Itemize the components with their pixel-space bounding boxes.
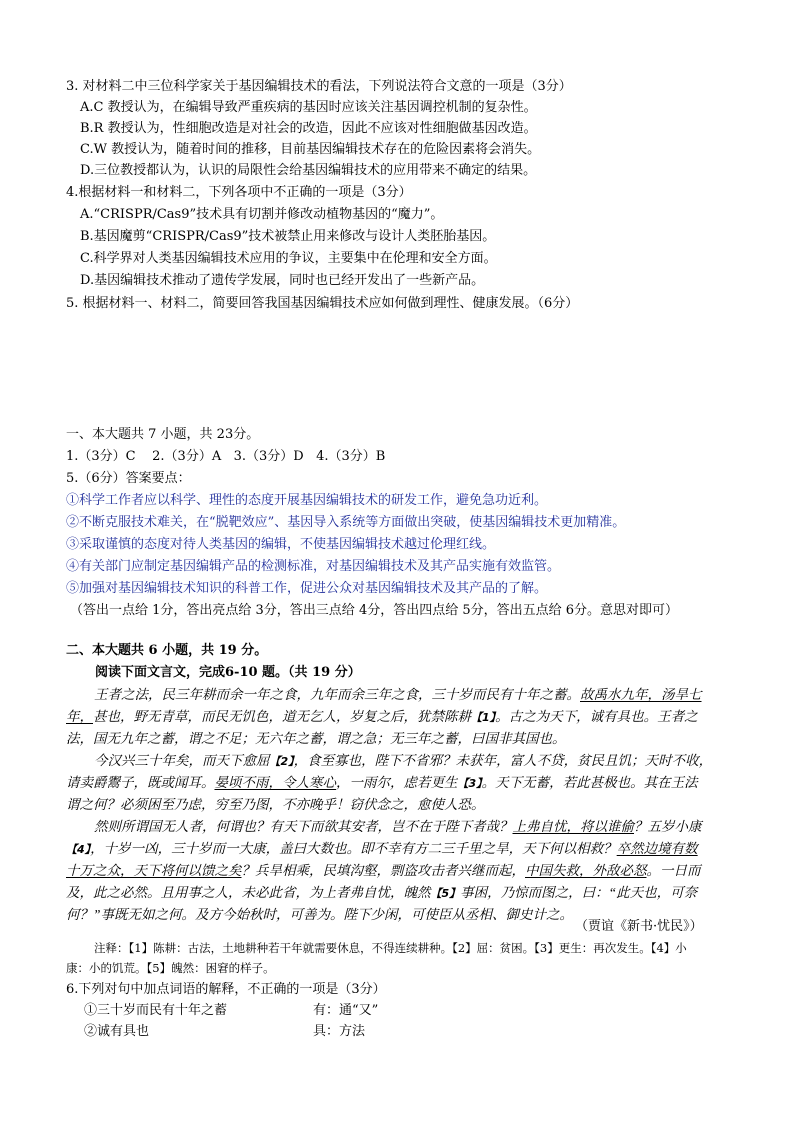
- passage-p2-line2: 请卖爵鬻子，既或闻耳。晏顷不雨，令人寒心，一雨尔，虑若更生【3】。天下无蓄，若此甚极也。其在王法: [66, 775, 698, 790]
- answers-mc: 1.（3分）C 2.（3分）A 3.（3分）D 4.（3分）B: [66, 449, 386, 464]
- answer-point-1: ①科学工作者应以科学、理性的态度开展基因编辑技术的研发工作，避免急功近利。: [66, 493, 548, 508]
- answers-heading: 一、本大题共 7 小题，共 23分。: [66, 427, 260, 442]
- part2-heading: 二、本大题共 6 小题，共 19 分。: [66, 643, 268, 658]
- passage-p3-line2: 【4】，十岁一凶，三十岁而一大康，盖曰大数也。即不幸有方二三千里之旱，天下何以相救？卒然边境有数: [66, 841, 698, 856]
- part2-instruction: 阅读下面文言文，完成6-10 题。（共 19 分）: [95, 665, 361, 680]
- notes-line1: 注释：【1】陈耕：古法，土地耕种若干年就需要休息，不得连续耕种。【2】屈：贫困。【3】更生：再次发生。【4】小: [94, 941, 687, 955]
- q3-option-d: D.三位教授都认为，认识的局限性会给基因编辑技术的应用带来不确定的结果。: [80, 163, 537, 178]
- q4-option-c: C.科学界对人类基因编辑技术应用的争议，主要集中在伦理和安全方面。: [80, 251, 497, 266]
- q5-stem: 5. 根据材料一、材料二，简要回答我国基因编辑技术应如何做到理性、健康发展。（6分）: [66, 296, 579, 311]
- q6-item-1: ①三十岁而民有十年之蓄: [84, 1003, 228, 1018]
- answer-point-3: ③采取谨慎的态度对待人类基因的编辑，不使基因编辑技术越过伦理红线。: [66, 537, 496, 552]
- passage-source: （贾谊《新书·忧民》）: [575, 919, 703, 934]
- q4-option-b: B.基因魔剪“CRISPR/Cas9”技术被禁止用来修改与设计人类胚胎基因。: [80, 229, 496, 244]
- notes-line2: 康：小的饥荒。【5】魄然：困窘的样子。: [66, 961, 275, 975]
- passage-p3-line5: 何？”事既无如之何。及方今始秋时，可善为。陛下少闲，可使臣从丞相、御史计之。: [66, 907, 574, 922]
- answers-scoring: （答出一点给 1分，答出亮点给 3分，答出三点给 4分，答出四点给 5分，答出五点给 6分。意思对即可）: [70, 603, 679, 618]
- q3-option-c: C.W 教授认为，随着时间的推移，目前基因编辑技术存在的危险因素将会消失。: [80, 142, 541, 157]
- q6-gloss-1: 有：通“又”: [313, 1003, 379, 1018]
- q4-option-d: D.基因编辑技术推动了遗传学发展，同时也已经开发出了一些新产品。: [80, 273, 485, 288]
- answer-point-4: ④有关部门应制定基因编辑产品的检测标准，对基因编辑技术及其产品实施有效监管。: [66, 559, 561, 574]
- q3-option-a: A.C 教授认为，在编辑导致严重疾病的基因时应该关注基因调控机制的复杂性。: [80, 100, 537, 115]
- answer-point-5: ⑤加强对基因编辑技术知识的科普工作，促进公众对基因编辑技术及其产品的了解。: [66, 581, 548, 596]
- passage-p2-line3: 谓之何？必须困至乃虑，穷至乃图，不亦晚乎！窃伏念之，愈使人恐。: [66, 797, 485, 812]
- q3-stem: 3. 对材料二中三位科学家关于基因编辑技术的看法，下列说法符合文意的一项是（3分）: [66, 79, 572, 94]
- q6-item-2: ②诚有具也: [84, 1024, 150, 1039]
- passage-p1-line3: 法，国无九年之蓄，谓之不足；无六年之蓄，谓之急；无三年之蓄，曰国非其国也。: [66, 731, 566, 746]
- passage-p3-line3: 十万之众，天下将何以馈之矣？兵旱相乘，民填沟壑，剽盗攻击者兴继而起，中国失救，外敌必怒。一日而: [66, 863, 701, 878]
- passage-p3-line1: 然则所谓国无人者，何谓也？有天下而欲其安者，岂不在于陛下者哉？上弗自忧，将以谁偷？五岁小康: [94, 819, 702, 834]
- passage-p3-line4: 及，此之必然。且用事之人，未必此省，为上者弗自忧，魄然【5】事困，乃惊而图之，曰：“此天也，可奈: [66, 885, 698, 900]
- passage-p2-line1: 今汉兴三十年矣，而天下愈屈【2】，食至寡也，陛下不省邪？未获年，富人不贷，贫民且饥；天时不收，: [94, 753, 713, 768]
- answers-q5-head: 5.（6分）答案要点：: [66, 471, 191, 486]
- passage-p1-line2: 年，甚也，野无青草，而民无饥色，道无乞人，岁复之后，犹禁陈耕【1】。古之为天下，诚有具也。王者之: [66, 709, 698, 724]
- q6-stem: 6.下列对句中加点词语的解释，不正确的一项是（3分）: [66, 982, 386, 997]
- q3-option-b: B.R 教授认为，性细胞改造是对社会的改造，因此不应该对性细胞做基因改造。: [80, 121, 537, 136]
- q4-option-a: A.“CRISPR/Cas9”技术具有切割并修改动植物基因的“魔力”。: [80, 207, 444, 222]
- passage-p1-line1: 王者之法，民三年耕而余一年之食，九年而余三年之食，三十岁而民有十年之蓄。故禹水九年，汤旱七: [94, 687, 702, 702]
- answer-point-2: ②不断克服技术难关，在“脱靶效应”、基因导入系统等方面做出突破，使基因编辑技术更加精准。: [66, 515, 626, 530]
- q4-stem: 4.根据材料一和材料二，下列各项中不正确的一项是（3分）: [66, 185, 412, 200]
- q6-gloss-2: 具：方法: [313, 1024, 366, 1039]
